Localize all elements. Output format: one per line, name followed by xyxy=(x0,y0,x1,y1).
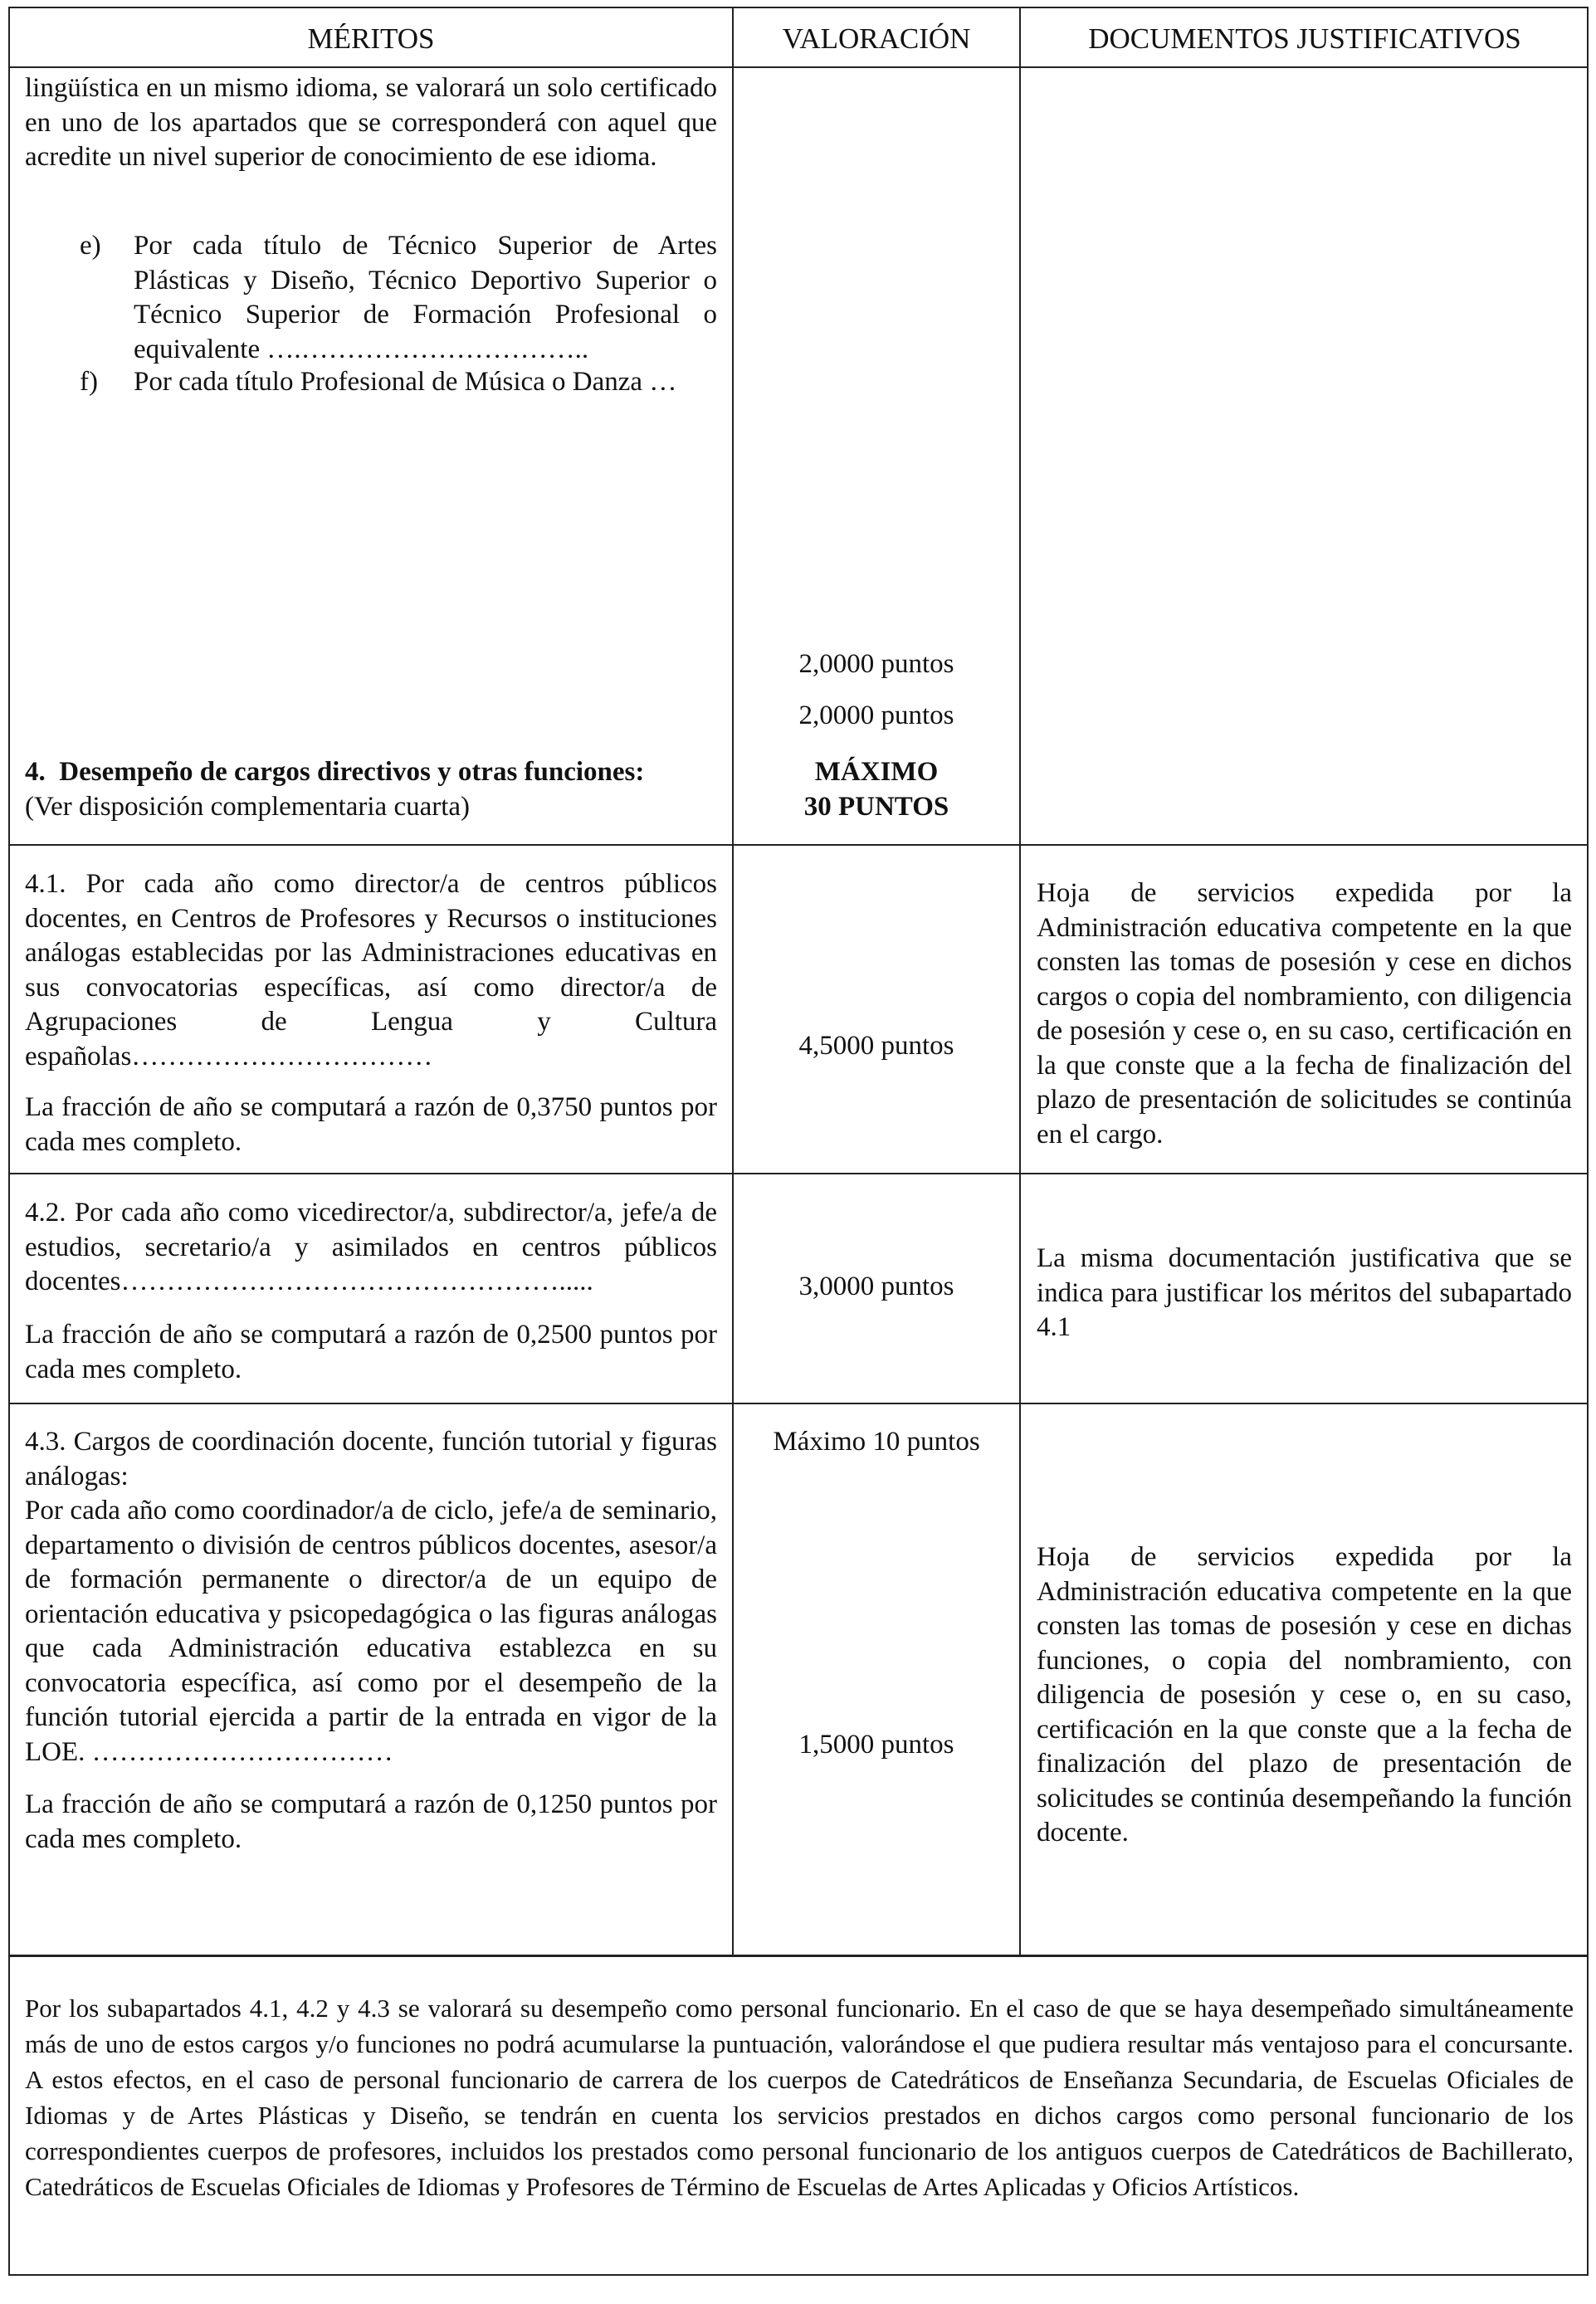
footer-note: Por los subapartados 4.1, 4.2 y 4.3 se valorará su desempeño como personal funcionario. En el caso de que se haya desempeñado simultáneamente más de uno de estos cargos y/o funciones no podrá acumularse la puntuación, valorándose el que pudiera resultar más ventajoso para el concursante. A estos efectos, en el caso de personal funcionario de carrera de los cuerpos de Catedráticos de Enseñanza Secundaria, de Escuelas Oficiales de Idiomas y de Artes Plásticas y Diseño, se tendrán en cuenta los servicios prestados en dichos cargos como personal funcionario de los correspondientes cuerpos de profesores, incluidos los prestados como personal funcionario de los antiguos cuerpos de Catedráticos de Bachillerato, Catedráticos de Escuelas Oficiales de Idiomas y Profesores de Término de Escuelas de Artes Aplicadas y Oficios Artísticos. xyxy=(25,1994,1574,2201)
row-4-3-fraction: La fracción de año se computará a razón de 0,1250 puntos por cada mes completo. xyxy=(25,1789,717,1854)
header-rule xyxy=(8,66,1589,68)
row-4-2-docs: La misma documentación justificativa que se indica para justificar los méritos del subapartado 4.1 xyxy=(1037,1243,1572,1342)
list-item-f xyxy=(80,365,717,400)
row-4-3-max: Máximo 10 puntos xyxy=(773,1427,980,1457)
row-4-3-text: Por cada año como coordinador/a de ciclo, jefe/a de seminario, departamento o división de centros públicos docentes, asesor/a de formación permanente o director/a de un equipo de orientación educativa y psicopedagógica o las figuras análogas que cada Administración educativa establezca en su convocatoria específica, así como por el desempeño de la función tutorial ejercida a partir de la entrada en vigor de la LOE. …………………………… xyxy=(25,1496,717,1767)
header-meritos: MÉRITOS xyxy=(307,22,435,55)
section4-rule xyxy=(8,844,1589,846)
row-4-2-fraction: La fracción de año se computará a razón de 0,2500 puntos por cada mes completo. xyxy=(25,1320,717,1384)
row-4-2-value: 3,0000 puntos xyxy=(798,1272,954,1301)
row-4-1-rule xyxy=(8,1173,1589,1174)
value-item-e: 2,0000 puntos xyxy=(798,649,954,679)
row-4-1-value: 4,5000 puntos xyxy=(798,1031,954,1061)
list-item-text: Por cada título de Técnico Superior de Artes Plásticas y Diseño, Técnico Deportivo Superior o Técnico Superior de Formación Profesional o equivalente ….………………………….. xyxy=(134,231,717,364)
row-4-1-text: 4.1. Por cada año como director/a de centros públicos docentes, en Centros de Profesores y Recursos o instituciones análogas establecidas por las Administraciones educativas en sus convocatorias específicas, así como director/a de Agrupaciones de Lengua y Cultura españolas…………………………… xyxy=(25,869,717,1071)
row-4-2-rule xyxy=(8,1403,1589,1404)
list-item-label: e) xyxy=(80,231,101,261)
list-item-text: Por cada título Profesional de Música o Danza … xyxy=(134,367,677,397)
value-item-f: 2,0000 puntos xyxy=(798,700,954,730)
list-item-e xyxy=(80,229,717,367)
column-divider xyxy=(1019,7,1021,1957)
header-valoracion: VALORACIÓN xyxy=(782,22,971,55)
row-4-1-fraction: La fracción de año se computará a razón de 0,3750 puntos por cada mes completo. xyxy=(25,1092,717,1157)
column-divider xyxy=(732,7,734,1957)
section4-max-line1: MÁXIMO xyxy=(814,757,939,787)
section4-title xyxy=(25,755,730,790)
section4-number: 4. xyxy=(25,757,46,787)
header-documentos: DOCUMENTOS JUSTIFICATIVOS xyxy=(1088,22,1521,55)
list-item-label: f) xyxy=(80,367,98,397)
row-4-3-value: 1,5000 puntos xyxy=(798,1730,954,1760)
section4-subtitle: (Ver disposición complementaria cuarta) xyxy=(25,792,471,822)
row-4-2-text: 4.2. Por cada año como vicedirector/a, subdirector/a, jefe/a de estudios, secretario/a y asimilados en centros públicos docentes…………………………………………..... xyxy=(25,1198,717,1296)
row-4-3-heading: 4.3. Cargos de coordinación docente, función tutorial y figuras análogas: xyxy=(25,1427,717,1491)
continuation-text: lingüística en un mismo idioma, se valorará un solo certificado en uno de los apartados que se corresponderá con aquel que acredite un nivel superior de conocimiento de ese idioma. xyxy=(25,73,717,172)
row-4-1-docs: Hoja de servicios expedida por la Administración educativa competente en la que consten las tomas de posesión y cese en dichos cargos o copia del nombramiento, con diligencia de posesión y cese o, en su caso, certificación en la que conste que a la fecha de finalización del plazo de presentación de solicitudes se continúa en el cargo. xyxy=(1037,878,1572,1150)
row-4-3-docs: Hoja de servicios expedida por la Administración educativa competente en la que consten las tomas de posesión y cese en dichas funciones, o copia del nombramiento, con diligencia de posesión y cese o, en su caso, certificación en la que conste que a la fecha de finalización del plazo de presentación de solicitudes se continúa desempeñando la función docente. xyxy=(1037,1542,1572,1848)
section4-title-text: Desempeño de cargos directivos y otras funciones: xyxy=(59,757,645,787)
section4-max-line2: 30 PUNTOS xyxy=(803,792,949,822)
